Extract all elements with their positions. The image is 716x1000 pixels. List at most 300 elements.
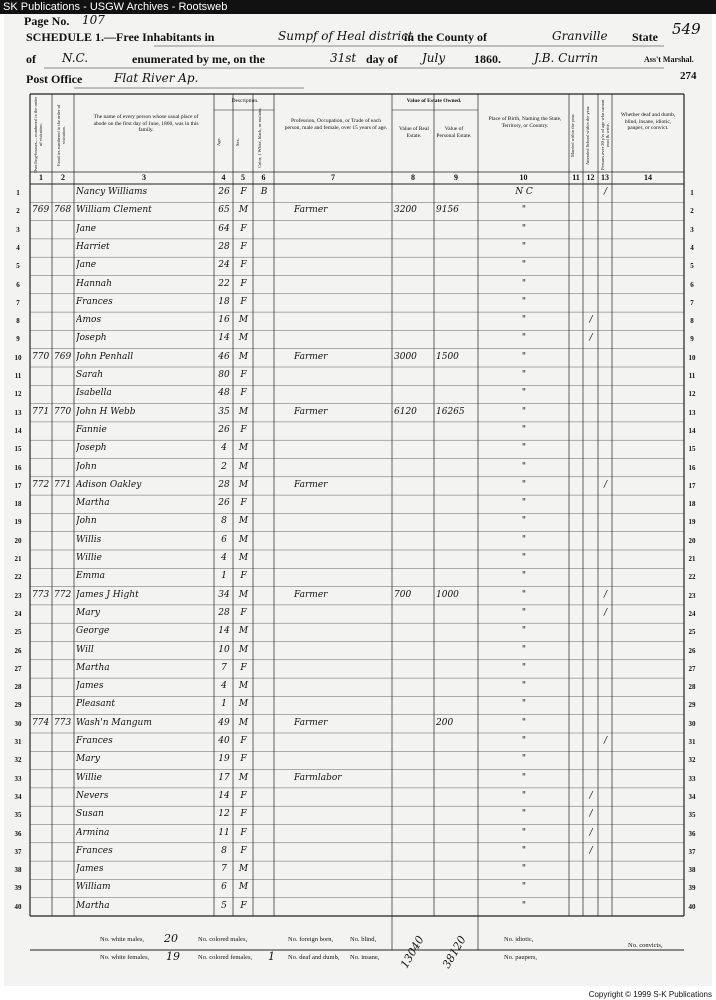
person-name: John Penhall [76,351,134,362]
row-number-left: 38 [14,866,22,875]
person-name: Nancy Williams [76,187,148,197]
row-number-left: 19 [14,518,22,527]
age-cell: 35 [218,406,230,417]
person-name: Frances [76,736,113,746]
sex-cell: F [240,278,247,289]
birthplace-cell: " [521,699,527,710]
birthplace-cell: " [521,351,527,362]
column-number: 8 [411,173,415,182]
row-number-left: 13 [14,408,22,417]
row-number-left: 23 [14,591,22,600]
real-estate-cell: 700 [394,589,412,600]
row-number-right: 11 [688,372,696,380]
row-number-right: 28 [688,683,696,692]
person-name: James [76,864,104,875]
person-name: George [76,626,110,637]
row-number-left: 35 [14,811,22,820]
birthplace-cell: " [521,736,527,746]
person-name: John [76,461,97,472]
birthplace-cell: " [521,772,527,783]
row-number-left: 21 [14,555,22,563]
row-number-left: 6 [16,280,20,289]
row-number-right: 27 [688,664,696,673]
row-number-right: 3 [690,225,694,234]
person-name: Hannah [76,278,112,289]
age-cell: 64 [218,223,230,234]
row-number-right: 36 [688,829,696,838]
row-number-left: 14 [14,426,22,435]
real-estate-total: 13040 [398,933,427,971]
color-cell: B [260,187,268,197]
person-name: Martha [76,900,110,911]
birthplace-cell: " [521,370,527,380]
enumeration-year: 1860. [474,52,501,66]
row-number-left: 28 [14,683,22,692]
row-number-left: 11 [14,372,22,380]
blind-label: No. blind, [350,936,377,943]
row-number-left: 3 [16,225,20,234]
age-cell: 40 [218,736,230,746]
age-cell: 34 [218,589,230,600]
row-number-left: 10 [14,353,22,362]
age-cell: 19 [218,754,230,765]
row-number-right: 39 [688,884,696,893]
birthplace-cell: " [521,864,527,875]
county-name: Granville [552,29,608,43]
person-name: Willie [76,553,102,563]
birthplace-cell: " [521,516,527,527]
person-name: Fannie [76,424,107,435]
col-illiterate-heading: Persons over 20 y'rs of age who cannot read & write. [600,99,610,171]
row-number-left: 25 [14,628,22,637]
col-age-heading: Age. [216,137,221,147]
school-cell: / [589,333,593,344]
birthplace-cell: " [521,571,527,582]
sex-cell: F [240,241,247,252]
sex-cell: M [238,516,249,527]
person-name: Jane [76,260,97,271]
col-real-estate-heading: Value of Real Estate. [399,126,429,139]
age-cell: 46 [218,351,230,362]
column-number: 3 [142,173,146,182]
age-cell: 11 [218,827,230,838]
insane-label: No. insane, [350,954,380,961]
age-cell: 14 [218,333,230,344]
row-number-right: 21 [688,555,696,563]
copyright-notice: Copyright © 1999 S-K Publications [588,990,712,999]
person-name: Will [76,644,94,655]
census-sheet [4,14,712,986]
row-number-left: 7 [16,298,20,307]
school-cell: / [589,790,593,801]
illiterate-cell: / [603,589,608,600]
row-number-left: 40 [14,902,22,911]
occupation-cell: Farmer [294,479,328,490]
schedule-title: SCHEDULE 1.—Free Inhabitants in [26,30,215,44]
sex-cell: M [238,644,249,655]
col-school-heading: Attended School within the year. [585,105,590,165]
age-cell: 28 [218,479,230,490]
sex-cell: M [238,461,249,472]
district-name: Sumpf of Heal district [278,29,413,43]
family-number: 768 [54,205,72,216]
age-cell: 26 [218,424,230,435]
person-name: William [76,882,111,893]
row-number-left: 22 [14,573,22,582]
school-cell: / [589,809,593,820]
white-males-label: No. white males, [100,936,145,943]
age-cell: 14 [218,626,230,637]
birthplace-cell: " [521,644,527,655]
occupation-cell: Farmer [294,589,328,600]
row-number-left: 31 [14,738,22,746]
deaf-dumb-label: No. deaf and dumb, [288,954,340,961]
sex-cell: F [240,223,247,234]
foreign-born-label: No. foreign born, [288,936,334,943]
column-number: 4 [221,173,226,182]
column-number: 10 [519,173,528,182]
sex-cell: F [240,370,247,380]
birthplace-cell: " [521,479,527,490]
page-stamp: 549 [672,20,701,38]
age-cell: 26 [218,498,230,509]
person-name: Willie [76,772,102,783]
row-number-left: 5 [16,262,20,271]
sex-cell: M [238,589,249,600]
person-name: Susan [76,809,104,820]
sex-cell: F [240,736,247,746]
personal-estate-cell: 1500 [436,351,459,362]
real-estate-cell: 3000 [394,351,417,362]
birthplace-cell: " [521,278,527,289]
row-number-left: 37 [14,847,22,856]
sex-cell: F [240,845,247,856]
sex-cell: F [240,260,247,271]
row-number-right: 22 [688,573,696,582]
family-number: 770 [54,406,72,417]
sex-cell: F [240,296,247,307]
row-number-right: 16 [688,463,696,472]
birthplace-cell: " [521,388,527,399]
row-number-left: 4 [16,243,20,252]
age-cell: 28 [218,607,230,618]
sex-cell: F [240,424,247,435]
row-number-left: 32 [14,756,22,765]
row-number-left: 1 [16,189,20,197]
person-name: Martha [76,662,110,673]
row-number-right: 2 [690,207,694,216]
row-number-left: 26 [14,646,22,655]
row-number-right: 20 [688,536,696,545]
sex-cell: M [238,882,249,893]
person-name: Frances [76,845,113,856]
family-number: 769 [54,351,72,362]
page-label: Page No. [24,14,70,28]
birthplace-cell: " [521,443,527,454]
enumeration-day: 31st [330,51,357,65]
age-cell: 6 [221,534,227,545]
white-females-label: No. white females, [100,954,150,961]
row-number-left: 39 [14,884,22,893]
person-name: James J Hight [76,589,139,600]
sex-cell: F [240,827,247,838]
row-number-right: 31 [688,738,696,746]
age-cell: 4 [221,681,227,692]
row-number-left: 27 [14,664,22,673]
person-name: John H Webb [76,406,136,417]
person-name: Armina [76,827,110,838]
row-number-right: 34 [688,792,696,801]
person-name: Adison Oakley [76,479,142,490]
row-number-left: 15 [14,445,22,454]
age-cell: 4 [221,443,227,454]
sex-cell: M [238,681,249,692]
column-number: 1 [39,173,43,182]
age-cell: 65 [218,205,230,216]
birthplace-cell: " [521,223,527,234]
birthplace-cell: " [521,241,527,252]
age-cell: 8 [221,516,227,527]
age-cell: 18 [218,296,230,307]
state-label: State [632,30,658,44]
birthplace-cell: " [521,315,527,326]
row-number-left: 24 [14,609,22,618]
age-cell: 10 [218,644,230,655]
personal-estate-cell: 9156 [436,205,459,216]
row-number-right: 30 [688,719,696,728]
person-name: Joseph [76,443,107,454]
column-number: 12 [586,173,595,182]
row-number-right: 24 [688,609,696,618]
idiotic-label: No. idiotic, [504,936,534,943]
sex-cell: M [238,406,249,417]
personal-estate-cell: 16265 [436,406,465,417]
sex-cell: F [240,662,247,673]
row-number-right: 6 [690,280,694,289]
school-cell: / [589,845,593,856]
row-number-right: 32 [688,756,696,765]
page-number: 107 [82,13,105,27]
row-number-right: 13 [688,408,696,417]
colored-females-label: No. colored females, [198,954,253,961]
school-cell: / [589,827,593,838]
sex-cell: F [240,571,247,582]
birthplace-cell: " [521,882,527,893]
column-number: 5 [241,173,245,182]
row-number-left: 34 [14,792,22,801]
sex-cell: M [238,717,249,728]
row-number-right: 40 [688,902,696,911]
row-number-right: 4 [690,243,694,252]
white-males-value: 20 [164,932,178,945]
column-number: 9 [454,173,458,182]
age-cell: 1 [221,571,227,582]
person-name: Mary [76,754,100,765]
convicts-label: No. convicts, [628,942,663,949]
row-number-right: 26 [688,646,696,655]
sex-cell: M [238,626,249,637]
row-number-right: 1 [690,189,694,197]
person-name: Frances [76,296,113,307]
birthplace-cell: " [521,809,527,820]
school-cell: / [589,315,593,326]
dwelling-number: 774 [32,717,50,728]
row-number-right: 7 [690,298,694,307]
row-number-left: 12 [14,390,22,399]
age-cell: 6 [221,882,227,893]
row-number-left: 17 [14,481,22,490]
birthplace-cell: " [521,754,527,765]
age-cell: 1 [221,699,227,710]
sex-cell: M [238,864,249,875]
state-name: N.C. [62,51,89,65]
birthplace-cell: " [521,681,527,692]
row-number-right: 12 [688,390,696,399]
row-number-right: 29 [688,701,696,710]
personal-estate-total: 38120 [440,933,469,971]
day-of-label: day of [366,52,398,66]
row-number-right: 8 [690,317,694,326]
age-cell: 5 [221,900,227,911]
birthplace-cell: " [521,845,527,856]
person-name: Sarah [76,370,103,380]
column-number: 2 [61,173,65,182]
col-birthplace-heading: Place of Birth, Naming the State, Territory, or Country. [488,116,562,129]
age-cell: 17 [218,772,230,783]
age-cell: 4 [221,553,227,563]
age-cell: 26 [218,187,230,197]
description-heading: Description. [231,98,259,104]
sex-cell: F [240,607,247,618]
sex-cell: F [240,388,247,399]
row-number-left: 20 [14,536,22,545]
estate-heading: Value of Estate Owned. [406,98,462,104]
sex-cell: M [238,443,249,454]
illiterate-cell: / [603,187,608,197]
birthplace-cell: " [521,589,527,600]
occupation-cell: Farmer [294,406,328,417]
row-number-right: 17 [688,481,696,490]
birthplace-cell: " [521,790,527,801]
post-office-label: Post Office [26,72,83,86]
sex-cell: M [238,351,249,362]
col-condition-heading: Whether deaf and dumb, blind, insane, idiotic, pauper, or convict. [620,112,676,131]
row-number-left: 29 [14,701,22,710]
sex-cell: M [238,479,249,490]
person-name: William Clement [76,205,152,216]
person-name: John [76,516,97,527]
age-cell: 22 [218,278,230,289]
person-name: Willis [76,534,102,545]
age-cell: 8 [221,845,227,856]
person-name: Pleasant [76,699,116,710]
age-cell: 2 [221,461,227,472]
row-number-right: 33 [688,774,696,783]
family-number: 771 [54,479,72,490]
column-number: 13 [601,173,609,182]
row-number-right: 37 [688,847,696,856]
family-number: 772 [54,589,72,600]
person-name: James [76,681,104,692]
paupers-label: No. paupers, [504,954,538,961]
row-number-right: 38 [688,866,696,875]
occupation-cell: Farmer [294,205,328,216]
person-name: Nevers [76,790,109,801]
birthplace-cell: " [521,534,527,545]
sex-cell: F [240,790,247,801]
row-number-right: 23 [688,591,696,600]
person-name: Amos [76,315,102,326]
sex-cell: M [238,553,249,563]
age-cell: 7 [221,864,227,875]
row-number-left: 8 [16,317,20,326]
column-number: 14 [644,173,652,182]
birthplace-cell: N C [515,187,533,197]
occupation-cell: Farmlabor [294,772,342,783]
dwelling-number: 772 [32,479,50,490]
col-sex-heading: Sex. [235,138,240,146]
row-number-right: 15 [688,445,696,454]
row-number-left: 36 [14,829,22,838]
row-number-right: 19 [688,518,696,527]
birthplace-cell: " [521,717,527,728]
age-cell: 12 [218,809,230,820]
age-cell: 7 [221,662,227,673]
birthplace-cell: " [521,827,527,838]
row-number-right: 9 [690,335,694,344]
col-family-heading: Families numbered in the order of visitation. [56,104,66,166]
colored-males-label: No. colored males, [198,936,248,943]
row-number-right: 25 [688,628,696,637]
family-number: 773 [54,717,72,728]
birthplace-cell: " [521,424,527,435]
sex-cell: M [238,315,249,326]
row-number-left: 2 [16,207,20,216]
person-name: Emma [76,571,106,582]
row-number-left: 16 [14,463,22,472]
sex-cell: F [240,754,247,765]
birthplace-cell: " [521,662,527,673]
row-number-right: 5 [690,262,694,271]
birthplace-cell: " [521,607,527,618]
col-color-heading: Color, { White, black, or mulatto. [257,107,262,169]
row-number-right: 14 [688,426,696,435]
sex-cell: F [240,900,247,911]
illiterate-cell: / [603,479,608,490]
birthplace-cell: " [521,296,527,307]
col-name-heading: The name of every person whose usual place of abode on the first day of June, 1860, was in this family. [93,114,199,133]
illiterate-cell: / [603,607,608,618]
birthplace-cell: " [521,626,527,637]
col-married-heading: Married within the year. [570,113,575,157]
county-label: in the County of [404,30,488,44]
person-name: Wash'n Mangum [76,717,152,728]
birthplace-cell: " [521,461,527,472]
real-estate-cell: 3200 [394,205,417,216]
dwelling-number: 773 [32,589,50,600]
row-number-right: 35 [688,811,696,820]
person-name: Mary [76,607,100,618]
row-number-right: 10 [688,353,696,362]
marshal-name: J.B. Currin [534,51,599,65]
column-number: 11 [572,173,580,182]
sex-cell: M [238,772,249,783]
person-name: Jane [76,223,97,234]
age-cell: 14 [218,790,230,801]
birthplace-cell: " [521,553,527,563]
age-cell: 28 [218,241,230,252]
of-label: of [26,52,36,66]
